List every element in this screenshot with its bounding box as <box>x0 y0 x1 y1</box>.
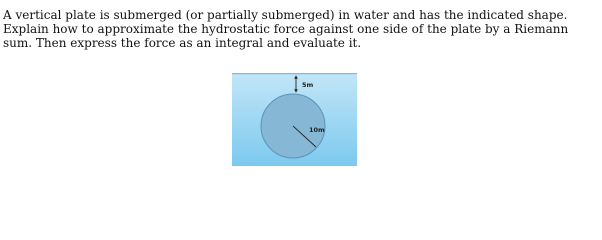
problem-statement: A vertical plate is submerged (or partially submerged) in water and has the indicated shape. Explain how to approximate the hydrostatic force against one side of the plate by a Riemann sum. Then express the force as an integral and evaluate it. <box>3 8 569 50</box>
radius-label: 10m <box>309 126 325 134</box>
submerged-plate-figure <box>232 73 357 166</box>
depth-label: 5m <box>302 81 314 89</box>
